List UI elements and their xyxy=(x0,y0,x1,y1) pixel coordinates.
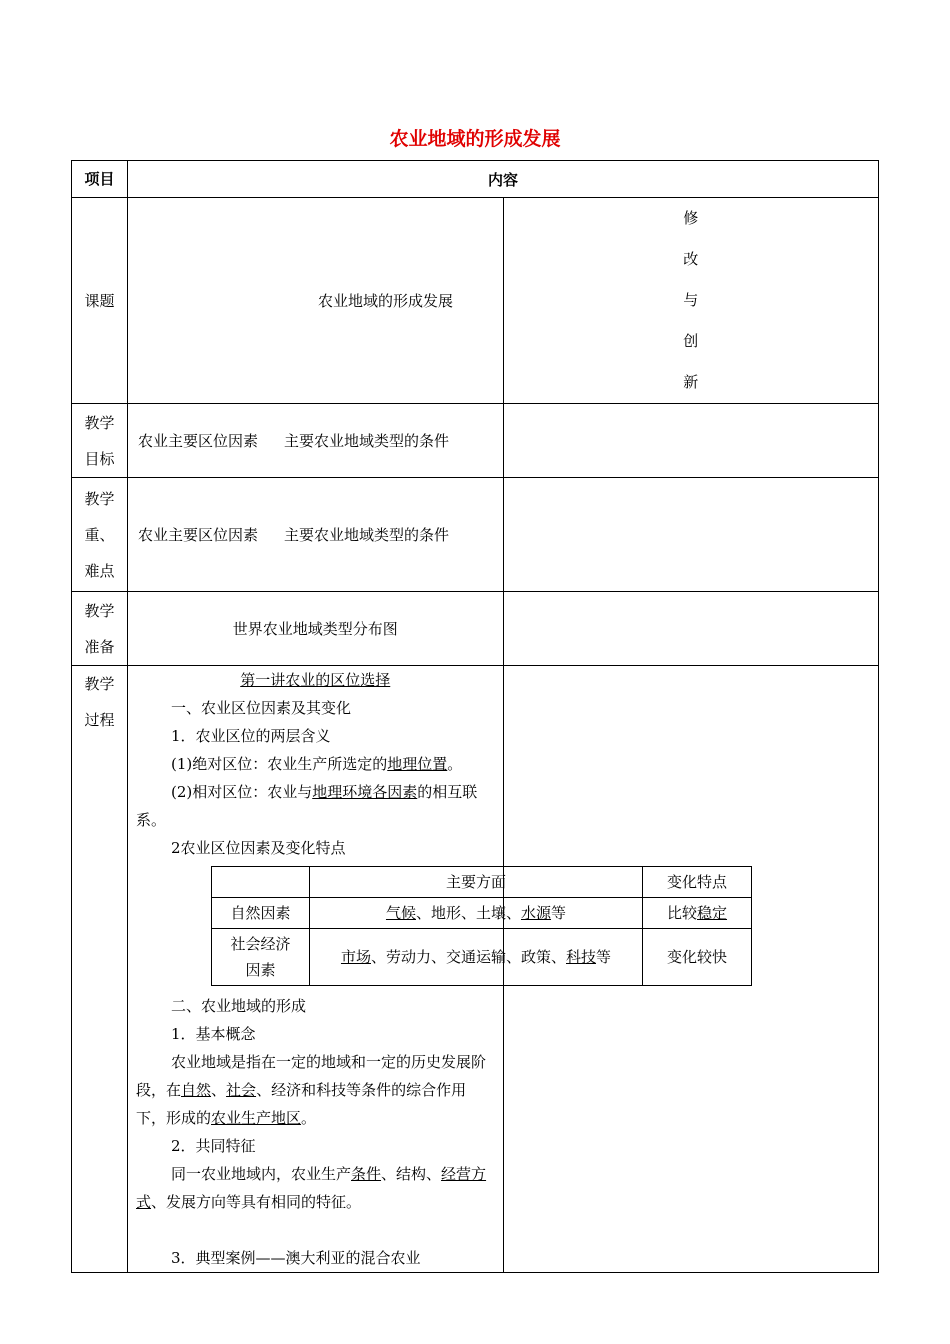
prep-note xyxy=(503,592,879,666)
section-2-3: 3．典型案例——澳大利亚的混合农业 xyxy=(171,1249,421,1267)
prep-content: 世界农业地域类型分布图 xyxy=(128,592,504,666)
header-item: 项目 xyxy=(72,161,128,198)
relative-location: (2)相对区位：农业与地理环境各因素的相互联系。 xyxy=(136,783,478,829)
key-content: 农业主要区位因素 主要农业地域类型的条件 xyxy=(128,478,504,592)
section-1-heading: 一、农业区位因素及其变化 xyxy=(171,699,352,717)
row-prep xyxy=(72,592,879,666)
side-note: 修 改 与 创 新 xyxy=(503,198,879,404)
table-header-change: 变化特点 xyxy=(643,867,752,898)
definition-paragraph: 农业地域是指在一定的地域和一定的历史发展阶段，在自然、社会、经济和科技等条件的综合作用下，形成的农业生产地区。 xyxy=(136,1053,487,1127)
key-note xyxy=(503,478,879,592)
table-header-main: 主要方面 xyxy=(310,867,643,898)
goal-note xyxy=(503,404,879,478)
process-label: 教学 过程 xyxy=(72,666,128,1273)
section-2-1: 1．基本概念 xyxy=(171,1025,256,1043)
document-title: 农业地域的形成发展 xyxy=(389,128,561,150)
section-2-heading: 二、农业地域的形成 xyxy=(171,997,307,1015)
natural-factor-change: 比较稳定 xyxy=(643,898,752,929)
process-content xyxy=(128,666,728,1273)
social-factor-label: 社会经济因素 xyxy=(212,929,310,986)
topic-label: 课题 xyxy=(72,198,128,404)
lecture-title: 第一讲农业的区位选择 xyxy=(240,671,391,689)
table-row xyxy=(212,867,752,898)
social-factor-main: 市场、劳动力、交通运输、政策、科技等 xyxy=(310,929,643,986)
prep-label: 教学 准备 xyxy=(72,592,128,666)
section-1-2: 2农业区位因素及变化特点 xyxy=(171,839,346,857)
natural-factor-label: 自然因素 xyxy=(212,898,310,929)
row-goal xyxy=(72,404,879,478)
natural-factor-main: 气候、地形、土壤、水源等 xyxy=(310,898,643,929)
section-2-2: 2．共同特征 xyxy=(171,1137,256,1155)
table-row xyxy=(212,898,752,929)
lesson-plan-table xyxy=(71,160,879,1273)
absolute-location: (1)绝对区位：农业生产所选定的地理位置。 xyxy=(171,755,463,773)
features-paragraph: 同一农业地域内，农业生产条件、结构、经营方式、发展方向等具有相同的特征。 xyxy=(136,1165,487,1211)
row-process xyxy=(72,666,879,1273)
goal-label: 教学 目标 xyxy=(72,404,128,478)
goal-content: 农业主要区位因素 主要农业地域类型的条件 xyxy=(128,404,504,478)
row-topic xyxy=(72,198,879,404)
topic-content: 农业地域的形成发展 xyxy=(128,198,504,404)
section-1-1: 1．农业区位的两层含义 xyxy=(171,727,331,745)
social-factor-change: 变化较快 xyxy=(643,929,752,986)
row-key xyxy=(72,478,879,592)
key-label: 教学 重、 难点 xyxy=(72,478,128,592)
header-row xyxy=(72,161,879,198)
header-content: 内容 xyxy=(128,161,879,198)
